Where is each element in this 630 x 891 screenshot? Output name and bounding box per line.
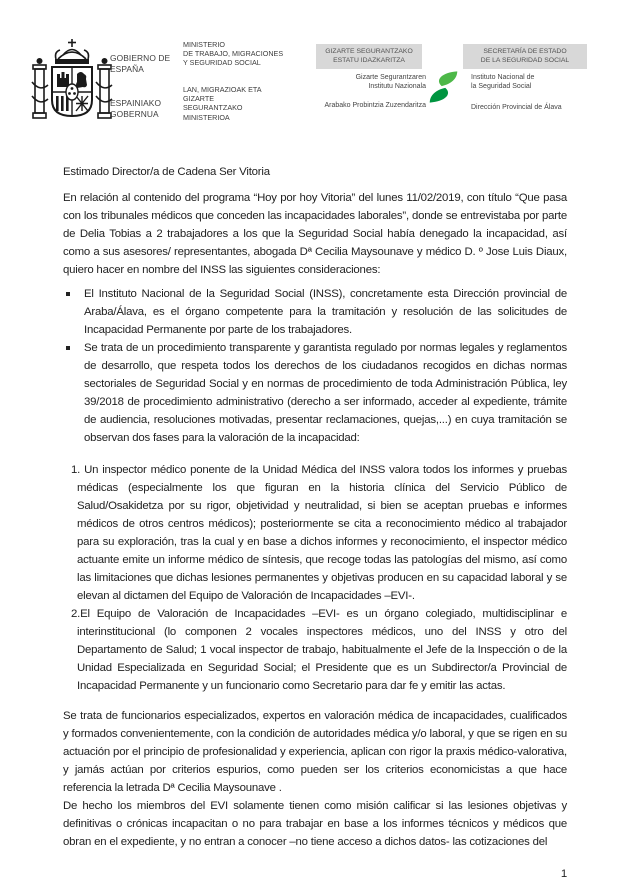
numbered-text: Un inspector médico ponente de la Unidad Médica del INSS valora todos los informes y pruebas médicas (especialmente los que figuran en la historia clínica del Servicio Público de Salud/Osakidetza por su rigor, objetividad y neutralidad, si bien se aceptan pruebas e informes médicos de otros centros médicos); posteriormente se cita a reconocimiento médico al trabajador para su exploración, tras la cual y en base a dichos informes y reconocimiento, el inspector médico actuante emite un informe médico de síntesis, que recoge todas las patologías del mismo, así como las limitaciones que dichas lesiones permanentes y objetivas producen en su capacidad laboral y se elevan al dictamen del Equipo de Valoración de Incapacidades –EVI-. [77, 464, 567, 602]
gov-es-line: GOBIERNO DE [110, 53, 171, 63]
bullet-text: Se trata de un procedimiento transparente y garantista regulado por normas legales y reglamentos de desarrollo, que respeta todos los derechos de los ciudadanos recogidos en dichas normas sectoriales de Seguridad Social y en normas de procedimiento de toda Administración Pública, ley 39/2018 de procedimiento administrativo (derecho a ser informado, acceder al expediente, trámite de audiencia, resoluciones motivadas, presentar reclamaciones, quejas,...) en cuya tramitación se observan dos fases para la valoración de la incapacidad: [84, 342, 567, 444]
square-bullet-icon [66, 346, 70, 350]
box-eu-line: ESTATU IDAZKARITZA [333, 56, 405, 64]
dir-eu-line: Arabako Probintzia Zuzendaritza [324, 102, 426, 109]
inss-eu-line: Institutu Nazionala [368, 83, 426, 90]
gov-es-line: ESPAÑA [110, 63, 144, 74]
letter-body [63, 163, 567, 883]
inss-es-line: Instituto Nacional de [471, 74, 535, 81]
inss-eu-label [300, 73, 426, 91]
number-marker: 2. [71, 608, 81, 620]
list-item [63, 339, 567, 447]
direccion-provincial-es-label [471, 104, 562, 111]
inss-eu-line: Gizarte Segurantzaren [355, 74, 426, 81]
ministerioa-eu-label [183, 85, 262, 122]
list-item [71, 605, 567, 695]
box-eu-line: GIZARTE SEGURANTZAKO [325, 47, 413, 55]
ministry-es-line: DE TRABAJO, MIGRACIONES [183, 49, 284, 59]
ministerio-trabajo-label [183, 40, 283, 68]
dir-es-line: Dirección Provincial de Álava [471, 104, 562, 111]
closing-paragraph: Se trata de funcionarios especializados, expertos en valoración médica de incapacidades, cualificados y formados convenientemente, con la condición de autoridades médica y/o laboral, y que se rigen en su actuación por el principio de profesionalidad y experiencia, aplican con rigor la praxis médico-valorativa, y jamás actúan por criterios espurios, como pueden ser los criterios economicistas a que hace referencia la letrada Dª Cecilia Maysounave . [63, 710, 567, 794]
box-es-line: DE LA SEGURIDAD SOCIAL [480, 56, 570, 64]
ministry-es-line: MINISTERIO [183, 40, 225, 49]
intro-paragraph: En relación al contenido del programa “Hoy por hoy Vitoria” del lunes 11/02/2019, con título “Que pasa con los tribunales médicos que conceden las incapacidades laborales”, donde se entrevistaba por parte de Delia Tobias a 2 trabajadores a los que la Seguridad Social había denegado la incapacidad, así como a sus asesores/ representantes, abogada Dª Cecilia Maysounave y médico D. º Jose Luis Diaux, quiero hacer en nombre del INSS las siguientes consideraciones: [63, 192, 567, 276]
gov-eu-line: ESPAINIAKO [110, 98, 162, 108]
gobierno-de-espana-label [110, 53, 170, 74]
considerations-bullet-list [63, 285, 567, 447]
direccion-provincial-eu-label [300, 102, 426, 109]
secretaria-de-estado-box [463, 44, 587, 69]
list-item [71, 461, 567, 605]
page-number: 1 [560, 868, 567, 880]
seguridad-social-logo-icon [427, 69, 460, 105]
spain-coat-of-arms-icon [28, 36, 116, 136]
closing-paragraph: De hecho los miembros del EVI solamente tienen como misión calificar si las lesiones objetivas y definitivas o crónicas incapacitan o no para trabajar en base a los informes técnicos y médicos que obran en el expediente, y no entran a conocer –no tiene acceso a dichos datos- las cotizaciones del [63, 800, 567, 848]
inss-es-line: la Seguridad Social [471, 83, 532, 90]
ministry-eu-line: SEGURANTZAKO [183, 103, 243, 113]
gizarte-segurantzako-box [316, 44, 422, 69]
ministry-eu-line: GIZARTE [183, 94, 215, 104]
numbered-text: El Equipo de Valoración de Incapacidades –EVI- es un órgano colegiado, multidisciplinar e interinstitucional (lo componen 2 vocales inspectores médicos, uno del INSS y otro del Departamento de Salud; 1 vocal inspector de trabajo, habitualmente el Jefe de la Inspección o de la Unidad Especializada en Seguridad Social; el Presidente que es un Subdirector/a Provincial de Incapacidad Permanente y un funcionario como Secretario para dar fe y emitir las actas. [77, 608, 567, 692]
ministry-eu-line: LAN, MIGRAZIOAK ETA [183, 85, 262, 94]
espainiako-gobernua-label [110, 98, 161, 119]
ministry-es-line: Y SEGURIDAD SOCIAL [183, 58, 261, 68]
square-bullet-icon [66, 292, 70, 296]
gov-eu-line: GOBERNUA [110, 108, 159, 119]
number-marker: 1. [71, 464, 85, 476]
list-item [63, 285, 567, 339]
box-es-line: SECRETARÍA DE ESTADO [483, 47, 567, 55]
phases-numbered-list [63, 461, 567, 695]
bullet-text: El Instituto Nacional de la Seguridad Social (INSS), concretamente esta Dirección provincial de Araba/Álava, es el órgano competente para la tramitación y resolución de las solicitudes de Incapacidad Permanente por parte de los trabajadores. [84, 288, 567, 336]
inss-es-label [471, 73, 534, 91]
ministry-eu-line: MINISTERIOA [183, 112, 230, 122]
salutation: Estimado Director/a de Cadena Ser Vitoria [63, 166, 270, 178]
